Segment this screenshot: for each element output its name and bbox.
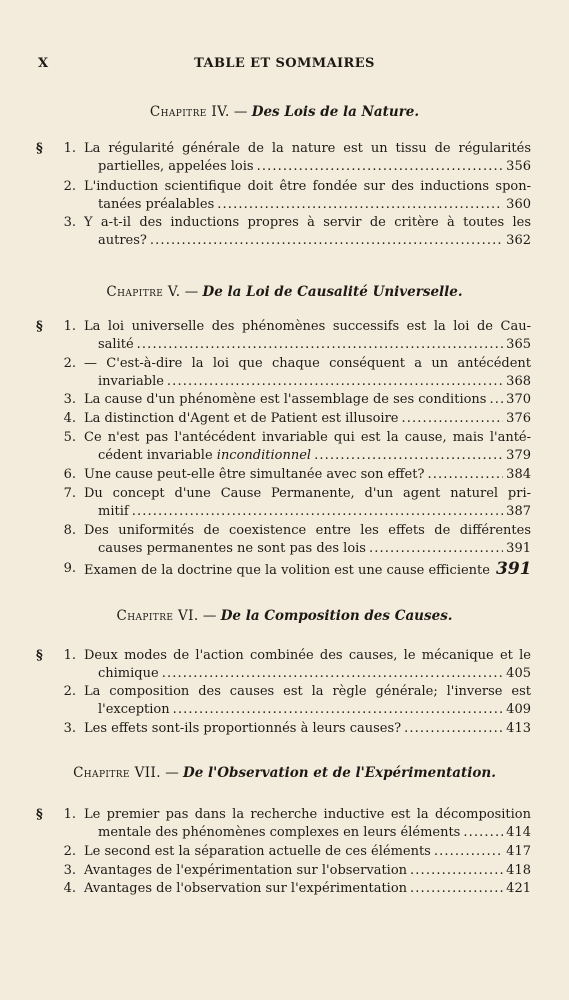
entry-page: 418 — [506, 863, 531, 878]
entry-leader-row — [98, 665, 531, 683]
entry-page: 379 — [506, 448, 531, 463]
entry-page: 370 — [506, 392, 531, 407]
running-title: TABLE ET SOMMAIRES — [194, 56, 375, 71]
dot-leader — [410, 862, 503, 880]
dot-leader — [162, 665, 503, 683]
chapter-heading-vii: Chapitre VII. — De l'Observation et de l'Expérimentation. — [73, 765, 496, 781]
chapter-heading-vi: Chapitre VI. — De la Composition des Causes. — [116, 608, 453, 624]
entry-number: 3. — [63, 863, 76, 878]
entry-leader-row — [98, 158, 531, 176]
entry-page: 414 — [506, 825, 531, 840]
entry-text: — C'est-à-dire la loi que chaque conséquent a un antécédent — [84, 356, 531, 371]
section-mark: § — [36, 648, 43, 663]
entry-leader-row — [84, 720, 531, 738]
dot-leader — [150, 232, 503, 250]
entry-leader-row — [98, 540, 531, 558]
entry-leader-row — [98, 447, 531, 465]
entry-number: 1. — [63, 807, 76, 822]
dot-leader — [402, 410, 504, 428]
entry-text-cont: mentale des phénomènes complexes en leurs éléments — [98, 825, 461, 840]
entry-text: Avantages de l'observation sur l'expérimentation — [84, 881, 408, 896]
chapter-title: De l'Observation et de l'Expérimentation. — [183, 765, 496, 781]
entry-text: La cause d'un phénomène est l'assemblage de ses conditions — [84, 392, 487, 407]
entry-leader-row — [98, 503, 531, 521]
entry-text: Ce n'est pas l'antécédent invariable qui est la cause, mais l'anté- — [84, 430, 531, 445]
entry-number: 7. — [63, 486, 76, 501]
dot-leader — [137, 336, 504, 354]
entry-page: 360 — [506, 197, 531, 212]
entry-text-cont: chimique — [98, 666, 159, 681]
dot-leader — [427, 466, 503, 484]
dot-leader — [404, 720, 503, 738]
entry-number: 1. — [63, 141, 76, 156]
entry-text: La régularité générale de la nature est un tissu de régularités — [84, 141, 531, 156]
dot-leader — [369, 540, 503, 558]
entry-number: 6. — [63, 467, 76, 482]
entry-page: 421 — [506, 881, 531, 896]
entry-text-cont: tanées préalables — [98, 197, 215, 212]
entry-page: 368 — [506, 374, 531, 389]
dot-leader — [463, 824, 503, 842]
entry-text: L'induction scientifique doit être fondée sur des inductions spon- — [84, 179, 531, 194]
dot-leader — [410, 880, 503, 898]
chapter-title: Des Lois de la Nature. — [251, 104, 420, 120]
dot-leader — [314, 447, 503, 465]
entry-page: 356 — [506, 159, 531, 174]
entry-leader-row — [98, 373, 531, 391]
entry-page: 391 — [506, 541, 531, 556]
entry-leader-row — [84, 862, 531, 880]
entry-number: 3. — [63, 215, 76, 230]
entry-text: Du concept d'une Cause Permanente, d'un agent naturel pri- — [84, 486, 531, 501]
entry-page: 413 — [506, 721, 531, 736]
entry-leader-row — [98, 232, 531, 250]
entry-text: Examen de la doctrine que la volition est une cause efficiente — [84, 563, 490, 578]
entry-page: 405 — [506, 666, 531, 681]
entry-text: La distinction d'Agent et de Patient est illusoire — [84, 411, 399, 426]
entry-number: 4. — [63, 881, 76, 896]
entry-text: Le premier pas dans la recherche inductive est la décomposition — [84, 807, 531, 822]
dot-leader — [257, 158, 504, 176]
dot-leader — [489, 391, 503, 409]
entry-page-handwritten: 391 — [495, 559, 532, 579]
entry-leader-row — [84, 560, 531, 580]
entry-text-cont: invariable — [98, 374, 164, 389]
entry-text-cont: mitif — [98, 504, 129, 519]
section-mark: § — [36, 807, 43, 822]
entry-number: 2. — [63, 356, 76, 371]
dot-leader — [167, 373, 503, 391]
page-number: X — [38, 56, 49, 71]
entry-leader-row — [84, 843, 531, 861]
section-mark: § — [36, 141, 43, 156]
dot-leader — [217, 196, 503, 214]
entry-text: Les effets sont-ils proportionnés à leurs causes? — [84, 721, 402, 736]
running-head — [38, 56, 531, 76]
entry-leader-row — [84, 391, 531, 409]
dot-leader — [434, 843, 503, 861]
entry-text-cont: partielles, appelées lois — [98, 159, 254, 174]
chapter-label: Chapitre VI. — [116, 608, 199, 624]
entry-text-cont: cédent invariable — [98, 448, 213, 463]
entry-number: 4. — [63, 411, 76, 426]
entry-number: 1. — [63, 319, 76, 334]
entry-text-emphasis: inconditionnel — [216, 448, 312, 463]
entry-number: 2. — [63, 684, 76, 699]
entry-leader-row — [98, 196, 531, 214]
entry-text: Des uniformités de coexistence entre les effets de différentes — [84, 523, 531, 538]
entry-leader-row — [84, 466, 531, 484]
entry-text-cont: l'exception — [98, 702, 170, 717]
entry-leader-row — [84, 410, 531, 428]
chapter-heading-v: Chapitre V. — De la Loi de Causalité Universelle. — [106, 284, 463, 300]
entry-text-cont: autres? — [98, 233, 147, 248]
entry-number: 2. — [63, 179, 76, 194]
entry-page: 365 — [506, 337, 531, 352]
entry-text-cont: causes permanentes ne sont pas des lois — [98, 541, 366, 556]
entry-number: 3. — [63, 721, 76, 736]
chapter-label: Chapitre V. — [106, 284, 181, 300]
chapter-label: Chapitre IV. — [149, 104, 230, 120]
entry-leader-row — [98, 824, 531, 842]
entry-text: La loi universelle des phénomènes successifs est la loi de Cau- — [84, 319, 531, 334]
entry-number: 3. — [63, 392, 76, 407]
section-mark: § — [36, 319, 43, 334]
entry-page: 409 — [506, 702, 531, 717]
entry-leader-row — [98, 701, 531, 719]
entry-text: Deux modes de l'action combinée des causes, le mécanique et le — [84, 648, 531, 663]
entry-number: 2. — [63, 844, 76, 859]
entry-number: 8. — [63, 523, 76, 538]
entry-page: 376 — [506, 411, 531, 426]
entry-page: 384 — [506, 467, 531, 482]
entry-leader-row — [98, 336, 531, 354]
entry-page: 387 — [506, 504, 531, 519]
entry-text: Le second est la séparation actuelle de ces éléments — [84, 844, 431, 859]
entry-text: Y a-t-il des inductions propres à servir de critère à toutes les — [84, 215, 531, 230]
entry-page: 417 — [506, 844, 531, 859]
dot-leader — [173, 701, 504, 719]
dot-leader — [132, 503, 503, 521]
entry-leader-row — [84, 880, 531, 898]
entry-number: 5. — [63, 430, 76, 445]
entry-text: Une cause peut-elle être simultanée avec son effet? — [84, 467, 425, 482]
entry-number: 1. — [63, 648, 76, 663]
entry-text-cont: salité — [98, 337, 134, 352]
chapter-label: Chapitre VII. — [73, 765, 161, 781]
entry-text: Avantages de l'expérimentation sur l'observation — [84, 863, 408, 878]
chapter-heading-iv: Chapitre IV. — Des Lois de la Nature. — [149, 104, 420, 120]
chapter-title: De la Composition des Causes. — [220, 608, 453, 624]
entry-page: 362 — [506, 233, 531, 248]
entry-text: La composition des causes est la règle générale; l'inverse est — [84, 684, 531, 699]
entry-number: 9. — [63, 561, 76, 576]
chapter-title: De la Loi de Causalité Universelle. — [202, 284, 463, 300]
